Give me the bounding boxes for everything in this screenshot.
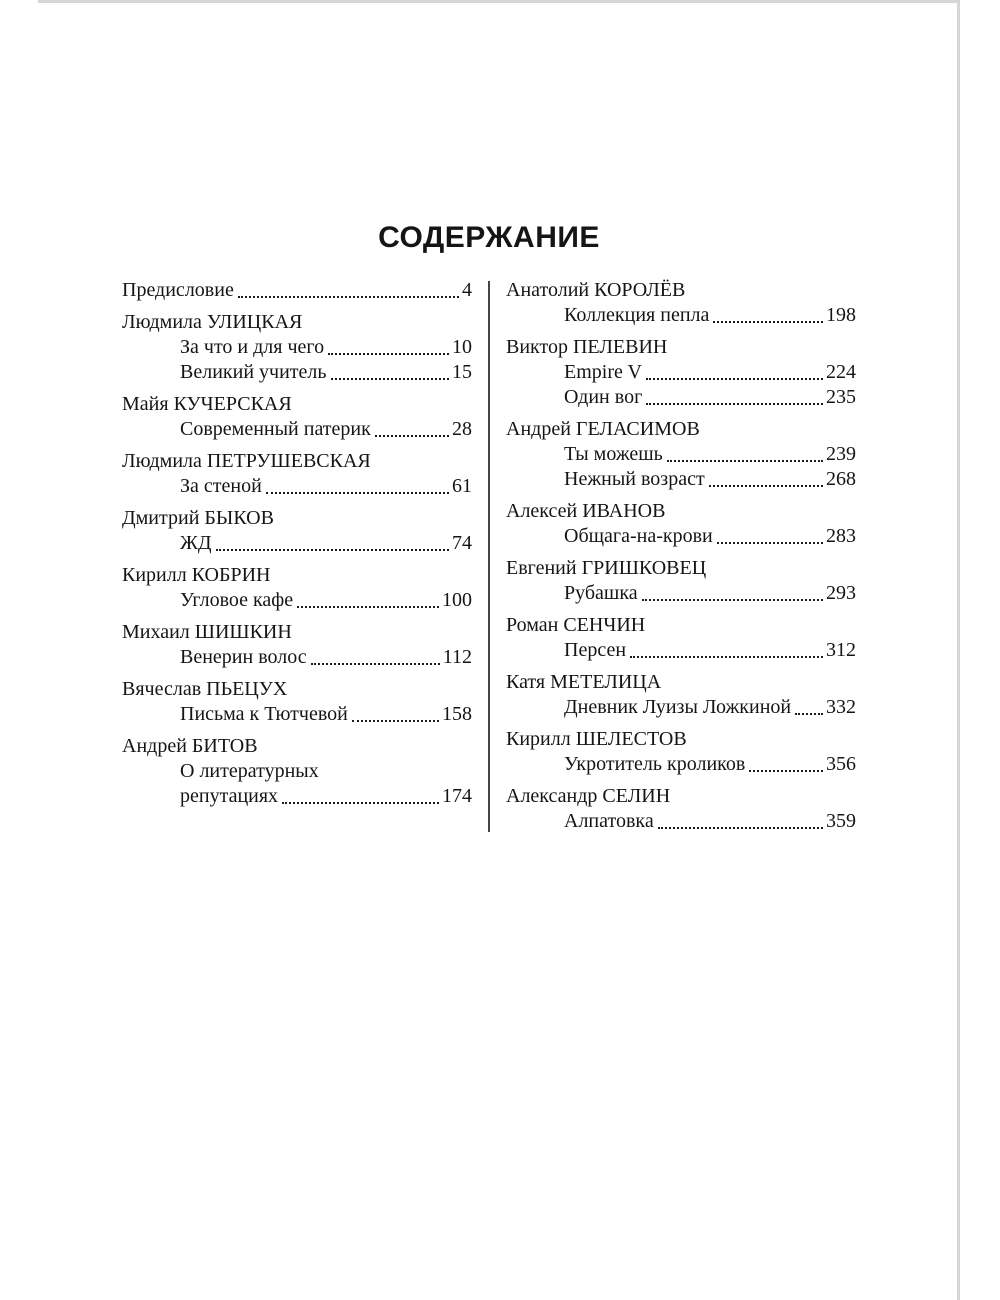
toc-entry-title: ЖД — [180, 532, 212, 554]
toc-entry — [506, 581, 856, 606]
dot-leader — [331, 378, 449, 380]
toc-group — [506, 278, 856, 328]
dot-leader — [658, 827, 823, 829]
toc-group — [122, 734, 472, 809]
dot-leader — [667, 460, 823, 462]
dot-leader — [795, 713, 823, 715]
toc-entry-title: Современный патерик — [180, 418, 371, 440]
toc-entry-title: Общага-на-крови — [564, 525, 713, 547]
toc-group — [122, 310, 472, 385]
toc-entry-title: Ты можешь — [564, 443, 663, 465]
toc-entry-title: За что и для чего — [180, 336, 325, 358]
toc-author: Майя КУЧЕРСКАЯ — [122, 393, 292, 415]
dot-leader — [646, 403, 823, 405]
dot-leader — [282, 802, 439, 804]
column-divider — [488, 281, 490, 832]
toc-group — [506, 670, 856, 720]
toc-entry — [122, 531, 472, 556]
dot-leader — [642, 599, 823, 601]
toc-entry-title: Венерин волос — [180, 646, 307, 668]
toc-entry — [122, 417, 472, 442]
toc-page-number: 61 — [452, 475, 472, 497]
page-scan-edge-right — [957, 0, 960, 1300]
dot-leader — [352, 720, 439, 722]
page-title: СОДЕРЖАНИЕ — [378, 221, 600, 254]
toc-entry — [506, 524, 856, 549]
toc-group — [506, 335, 856, 410]
toc-page-number: 10 — [452, 336, 472, 358]
dot-leader — [717, 542, 823, 544]
dot-leader — [375, 435, 449, 437]
toc-page-number: 332 — [826, 696, 856, 718]
toc-author: Михаил ШИШКИН — [122, 621, 292, 643]
dot-leader — [266, 492, 449, 494]
toc-entry — [122, 588, 472, 613]
toc-page-number: 198 — [826, 304, 856, 326]
toc-author: Анатолий КОРОЛЁВ — [506, 279, 686, 301]
toc-entry-title: Алпатовка — [564, 810, 654, 832]
toc-author: Людмила УЛИЦКАЯ — [122, 311, 303, 333]
toc-entry — [506, 467, 856, 492]
toc-page-number: 312 — [826, 639, 856, 661]
toc-entry — [122, 278, 472, 303]
toc-author: Катя МЕТЕЛИЦА — [506, 671, 662, 693]
toc-author: Андрей БИТОВ — [122, 735, 258, 757]
toc-group — [506, 613, 856, 663]
toc-author: Евгений ГРИШКОВЕЦ — [506, 557, 707, 579]
toc-page-number: 74 — [452, 532, 472, 554]
toc-group — [506, 784, 856, 834]
toc-entry — [122, 645, 472, 670]
toc-entry-title: За стеной — [180, 475, 262, 497]
dot-leader — [297, 606, 439, 608]
toc-entry-title: Предисловие — [122, 279, 234, 301]
toc-group — [122, 563, 472, 613]
toc-entry — [506, 752, 856, 777]
toc-page-number: 100 — [442, 589, 472, 611]
toc-group — [506, 727, 856, 777]
dot-leader — [328, 353, 449, 355]
toc-entry — [122, 759, 472, 784]
toc-entry-title: Дневник Луизы Ложкиной — [564, 696, 792, 718]
toc-entry-title: Великий учитель — [180, 361, 327, 383]
toc-entry — [122, 702, 472, 727]
toc-author: Кирилл КОБРИН — [122, 564, 271, 586]
toc-page-number: 293 — [826, 582, 856, 604]
toc-entry-title: Нежный возраст — [564, 468, 705, 490]
toc-page-number: 112 — [442, 646, 472, 668]
toc-group — [506, 556, 856, 606]
page-scan-edge-top — [38, 0, 960, 3]
toc-entry-title: Рубашка — [564, 582, 638, 604]
dot-leader — [749, 770, 823, 772]
toc-page-number: 174 — [442, 785, 472, 807]
toc-entry-title: Один вог — [564, 386, 643, 408]
toc-entry — [122, 335, 472, 360]
toc-entry-title: Письма к Тютчевой — [180, 703, 348, 725]
toc-entry — [122, 474, 472, 499]
toc-entry — [506, 809, 856, 834]
toc-author: Вячеслав ПЬЕЦУХ — [122, 678, 288, 700]
toc-page-number: 356 — [826, 753, 856, 775]
toc-author: Людмила ПЕТРУШЕВСКАЯ — [122, 450, 371, 472]
toc-page-number: 239 — [826, 443, 856, 465]
dot-leader — [311, 663, 440, 665]
toc-author: Кирилл ШЕЛЕСТОВ — [506, 728, 687, 750]
dot-leader — [646, 378, 823, 380]
dot-leader — [713, 321, 823, 323]
toc-entry — [506, 303, 856, 328]
toc-entry — [506, 442, 856, 467]
toc-entry — [122, 360, 472, 385]
toc-group — [506, 499, 856, 549]
toc-page-number: 283 — [826, 525, 856, 547]
toc-group — [122, 449, 472, 499]
dot-leader — [709, 485, 823, 487]
toc-page-number: 158 — [442, 703, 472, 725]
toc-entry-title: Коллекция пепла — [564, 304, 710, 326]
toc-entry — [506, 638, 856, 663]
toc-page-number: 15 — [452, 361, 472, 383]
toc-column-right — [506, 278, 856, 834]
toc-page-number: 359 — [826, 810, 856, 832]
toc-page-number: 268 — [826, 468, 856, 490]
toc-page-number: 4 — [462, 279, 472, 301]
toc-column-left — [122, 278, 472, 834]
toc-author: Дмитрий БЫКОВ — [122, 507, 274, 529]
toc-entry-title: Угловое кафе — [180, 589, 294, 611]
toc-entry — [122, 784, 472, 809]
toc-group — [122, 506, 472, 556]
toc-author: Александр СЕЛИН — [506, 785, 671, 807]
toc-group — [122, 392, 472, 442]
toc-page-number: 28 — [452, 418, 472, 440]
toc-author: Роман СЕНЧИН — [506, 614, 646, 636]
toc-entry-title: репутациях — [180, 785, 279, 807]
toc-entry-title: Empire V — [564, 361, 642, 383]
toc-author: Андрей ГЕЛАСИМОВ — [506, 418, 700, 440]
toc-group — [122, 278, 472, 303]
toc-group — [506, 417, 856, 492]
toc-entry — [506, 360, 856, 385]
toc-entry — [506, 385, 856, 410]
toc-author: Алексей ИВАНОВ — [506, 500, 666, 522]
toc-page-number: 224 — [826, 361, 856, 383]
toc-author: Виктор ПЕЛЕВИН — [506, 336, 668, 358]
dot-leader — [630, 656, 823, 658]
toc-content — [122, 220, 856, 834]
dot-leader — [238, 296, 459, 298]
toc-group — [122, 677, 472, 727]
toc-entry-title: О литературных — [180, 760, 319, 782]
toc-group — [122, 620, 472, 670]
toc-entry-title: Укротитель кроликов — [564, 753, 746, 775]
toc-entry-title: Персен — [564, 639, 627, 661]
toc-page-number: 235 — [826, 386, 856, 408]
dot-leader — [216, 549, 449, 551]
toc-columns — [122, 278, 856, 834]
toc-entry — [506, 695, 856, 720]
